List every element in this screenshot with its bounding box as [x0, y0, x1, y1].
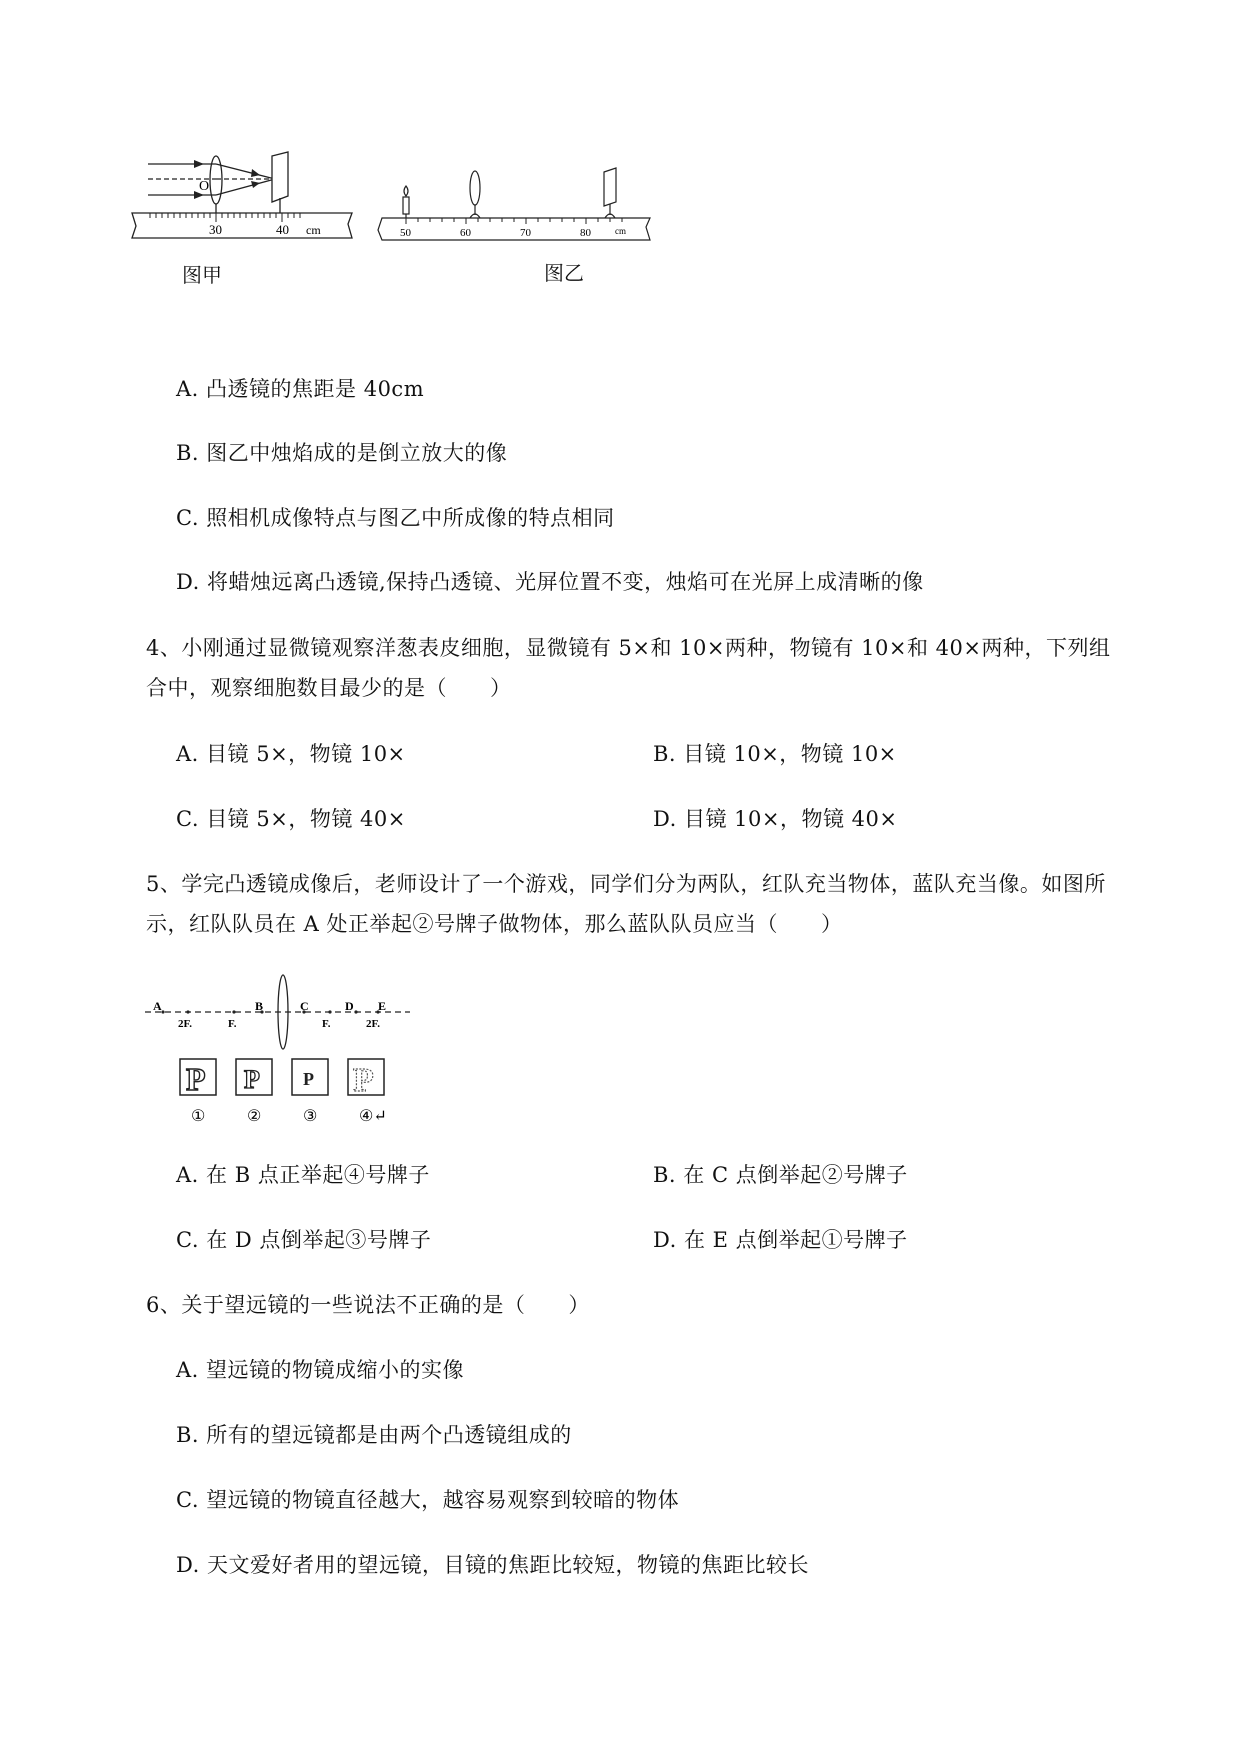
q6-option-c — [176, 1485, 679, 1515]
q6-option-b — [176, 1420, 572, 1450]
q3-option-a-label: A. — [176, 377, 199, 401]
figure-yi-diagram — [372, 160, 662, 250]
q3-option-d — [176, 567, 924, 597]
q4-option-d — [653, 804, 897, 834]
q5-option-d-text: 在 E 点倒举起①号牌子 — [683, 1228, 908, 1252]
q5-card-4-letter: P — [353, 1062, 374, 1099]
q5-option-b — [653, 1160, 908, 1190]
yi-scale-50: 50 — [400, 227, 411, 239]
q5-card-4 — [348, 1059, 384, 1099]
q5-option-c-label: C. — [176, 1228, 199, 1252]
q3-option-c-text: 照相机成像特点与图乙中所成像的特点相同 — [206, 506, 615, 530]
q5-focal-2f-left: 2F. — [178, 1018, 192, 1030]
q4-option-c-label: C. — [176, 807, 199, 831]
q6-option-c-label: C. — [176, 1488, 199, 1512]
q5-focal-2f-right: 2F. — [366, 1018, 380, 1030]
q6-option-a-text: 望远镜的物镜成缩小的实像 — [206, 1358, 465, 1382]
q4-option-d-label: D. — [653, 807, 677, 831]
q5-card-1 — [180, 1059, 216, 1097]
q5-point-c: C — [300, 999, 309, 1013]
figure-lens-experiments — [120, 150, 680, 310]
q5-option-b-label: B. — [653, 1163, 677, 1187]
q5-card-number-4: ④↵ — [359, 1108, 387, 1125]
q5-card-2-letter: P — [244, 1065, 260, 1094]
q5-focal-f-left: F. — [228, 1018, 237, 1030]
q5-card-number-3: ③ — [303, 1108, 318, 1125]
q5-card-3-letter: P — [303, 1069, 314, 1089]
q4-option-b — [653, 739, 897, 769]
q4-option-d-text: 目镜 10×，物镜 40× — [683, 807, 898, 831]
q5-option-a-label: A. — [176, 1163, 199, 1187]
q4-option-b-text: 目镜 10×，物镜 10× — [683, 742, 897, 766]
q6-option-d-text: 天文爱好者用的望远镜，目镜的焦距比较短，物镜的焦距比较长 — [206, 1553, 809, 1577]
q3-option-a-text: 凸透镜的焦距是 40cm — [206, 377, 425, 401]
q6-option-c-text: 望远镜的物镜直径越大，越容易观察到较暗的物体 — [206, 1488, 680, 1512]
q5-focal-f-right: F. — [322, 1018, 331, 1030]
q4-option-b-label: B. — [653, 742, 677, 766]
q3-option-a — [176, 374, 424, 404]
q4-stem-line2: 合中，观察细胞数目最少的是（ ） — [146, 676, 512, 700]
figure-yi-caption: 图乙 — [544, 261, 584, 285]
q4-option-a — [176, 739, 406, 769]
q6-option-d — [176, 1550, 809, 1580]
q4-stem-line1: 4、小刚通过显微镜观察洋葱表皮细胞，显微镜有 5×和 10×两种，物镜有 10×和 40×两种，下列组 — [146, 636, 1111, 660]
q5-point-d: D — [345, 999, 354, 1013]
q5-option-b-text: 在 C 点倒举起②号牌子 — [683, 1163, 908, 1187]
q4-option-a-label: A. — [176, 742, 199, 766]
jia-scale-30: 30 — [209, 222, 222, 237]
q5-stem-line2: 示，红队队员在 A 处正举起②号牌子做物体，那么蓝队队员应当（ ） — [146, 912, 843, 936]
yi-scale-80: 80 — [580, 227, 591, 239]
yi-scale-60: 60 — [460, 227, 471, 239]
q5-point-b: B — [255, 999, 264, 1013]
q5-point-e: E — [378, 999, 387, 1013]
q4-option-c-text: 目镜 5×，物镜 40× — [206, 807, 406, 831]
jia-scale-40: 40 — [276, 222, 289, 237]
q5-lens-game-figure — [140, 972, 420, 1132]
q6-option-b-label: B. — [176, 1423, 200, 1447]
q6-option-d-label: D. — [176, 1553, 200, 1577]
yi-scale-unit: cm — [615, 226, 626, 236]
q3-option-b-text: 图乙中烛焰成的是倒立放大的像 — [206, 441, 508, 465]
q5-card-number-2: ② — [247, 1108, 262, 1125]
q5-option-a-text: 在 B 点正举起④号牌子 — [206, 1163, 430, 1187]
q3-option-b — [176, 438, 507, 468]
q5-option-d-label: D. — [653, 1228, 677, 1252]
q5-stem-line1: 5、学完凸透镜成像后，老师设计了一个游戏，同学们分为两队，红队充当物体，蓝队充当像。如图所 — [146, 872, 1106, 896]
q5-point-a: A — [153, 999, 162, 1013]
q6-option-b-text: 所有的望远镜都是由两个凸透镜组成的 — [206, 1423, 572, 1447]
jia-point-o: O — [199, 179, 210, 194]
q3-option-b-label: B. — [176, 441, 200, 465]
q5-card-2 — [236, 1059, 272, 1095]
q3-option-d-label: D. — [176, 570, 200, 594]
q4-option-c — [176, 804, 406, 834]
q4-option-a-text: 目镜 5×，物镜 10× — [206, 742, 406, 766]
q5-option-c-text: 在 D 点倒举起③号牌子 — [206, 1228, 432, 1252]
figure-jia-diagram — [120, 150, 360, 250]
q5-card-1-letter: P — [186, 1061, 206, 1097]
q5-option-c — [176, 1225, 431, 1255]
q6-stem: 6、关于望远镜的一些说法不正确的是（ ） — [146, 1293, 590, 1317]
q5-card-3 — [292, 1059, 328, 1095]
jia-scale-unit: cm — [306, 223, 321, 237]
figure-jia-caption: 图甲 — [182, 263, 222, 287]
q3-option-c-label: C. — [176, 506, 199, 530]
yi-scale-70: 70 — [520, 227, 531, 239]
q6-option-a-label: A. — [176, 1358, 199, 1382]
q5-option-a — [176, 1160, 430, 1190]
q6-option-a — [176, 1355, 464, 1385]
q3-option-d-text: 将蜡烛远离凸透镜,保持凸透镜、光屏位置不变，烛焰可在光屏上成清晰的像 — [206, 570, 924, 594]
q5-option-d — [653, 1225, 908, 1255]
q5-card-number-1: ① — [191, 1108, 206, 1125]
q3-option-c — [176, 503, 615, 533]
